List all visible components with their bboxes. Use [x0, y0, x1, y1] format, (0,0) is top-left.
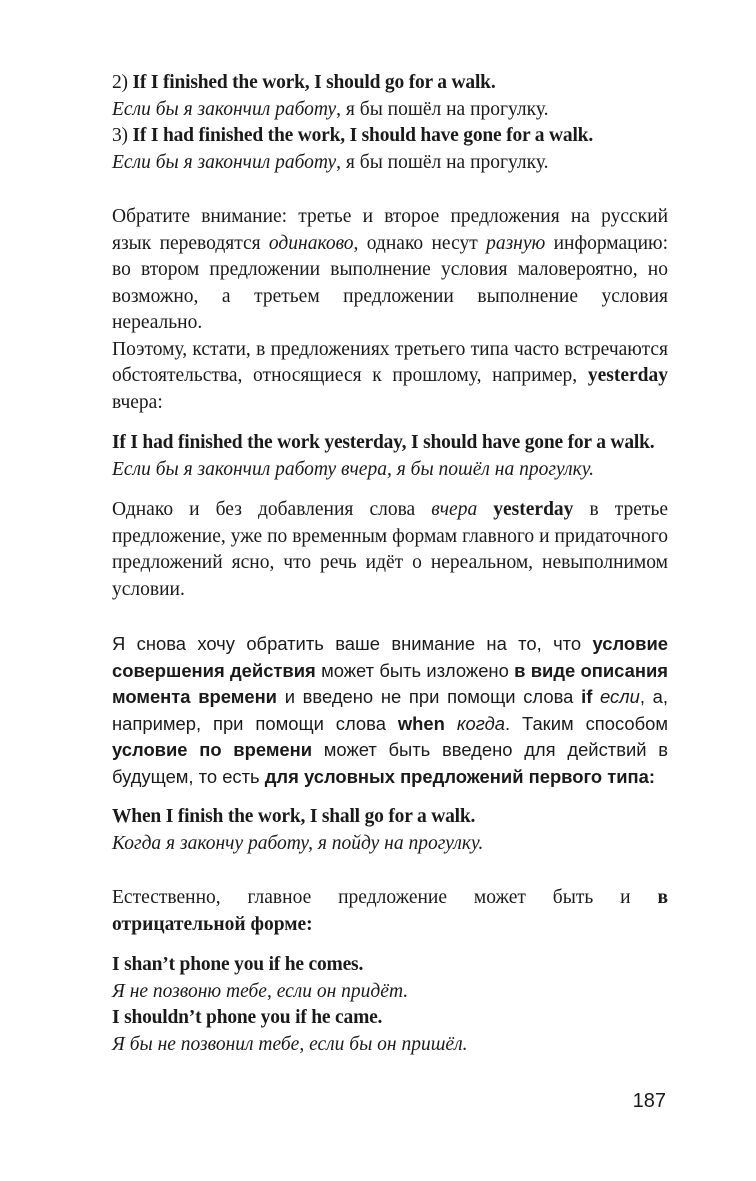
text-run: Поэтому, кстати, в предложениях третьего типа часто встречаются обстоятельства, относящиеся к прошлому, например, [112, 338, 668, 386]
example-ru-part: . [543, 98, 549, 120]
example-ru-when: Когда я закончу работу, я пойду на прогулку. [112, 832, 484, 854]
example-block-negative [112, 952, 668, 1058]
example-en-2 [112, 70, 668, 97]
example-en-yesterday: If I had finished the work yesterday, I should have gone for a walk. [112, 432, 655, 453]
example-block-yesterday [112, 430, 668, 483]
example-block-top [112, 70, 668, 176]
example-en-when: When I finish the work, I shall go for a walk. [112, 806, 476, 827]
text-run: разную [486, 232, 546, 254]
example-en-negative-2: I shouldn’t phone you if he came. [112, 1007, 383, 1028]
text-run: когда [444, 712, 505, 734]
text-run: в третье предложение, уже по временным формам главного и придаточного предложений ясно, что речь идёт о нереальном, невыполнимом условии. [112, 499, 668, 600]
text-run: yesterday [587, 365, 668, 386]
text-run: Однако и без добавления слова [112, 499, 432, 520]
text-run: , а, например, при помощи слова [112, 686, 668, 734]
paragraph-negative-form [112, 885, 668, 938]
text-run: для условных предложений первого типа: [264, 765, 656, 787]
text-run: условие совершения действия [112, 633, 668, 681]
text-run: информацию: во втором предложении выполнение условия маловероятно, но возможно, а третьем предложении выполнение условия нереально. [112, 232, 668, 333]
text-run: Я снова хочу обратить ваше внимание на то, что [112, 633, 593, 654]
example-ru-part: , я бы пошёл на прогулку [336, 98, 544, 120]
text-run: может быть изложено [315, 659, 515, 681]
example-ru-yesterday: Если бы я закончил работу вчера, я бы пошёл на прогулку. [112, 458, 595, 480]
text-run: Естественно, главное предложение может быть и [112, 887, 658, 908]
page-number: 187 [632, 1090, 666, 1112]
page-content [112, 70, 668, 1058]
text-run: и введено не при помощи слова [277, 686, 582, 707]
text-run: . Таким способом [505, 712, 668, 734]
example-ru-negative-1: Я не позвоню тебе, если он придёт. [112, 980, 409, 1002]
text-run: yesterday [477, 499, 574, 520]
text-run: вчера: [112, 391, 163, 413]
example-ru-part: . [543, 151, 549, 173]
example-number: 3) [112, 125, 128, 146]
example-block-when [112, 804, 668, 857]
paragraph-without-yesterday [112, 497, 668, 603]
text-run: может быть введено для действий в будущем, то есть [112, 739, 668, 787]
example-en-text: If I had finished the work, I should have gone for a walk. [132, 125, 593, 146]
example-ru-part: Если бы я закончил работу [112, 151, 337, 173]
text-run: вчера [431, 499, 478, 520]
example-ru-2 [112, 97, 668, 124]
paragraph-attention [112, 204, 668, 337]
text-run: when [397, 712, 445, 734]
example-number: 2) [112, 72, 128, 93]
example-ru-3 [112, 150, 668, 177]
text-run: в виде описания момента времени [112, 659, 668, 707]
example-en-3 [112, 123, 668, 150]
example-ru-part: , я бы пошёл на прогулку [336, 151, 544, 173]
paragraph-when-condition [112, 631, 668, 790]
example-en-text: If I finished the work, I should go for a walk. [132, 72, 496, 93]
example-en-negative-1: I shan’t phone you if he comes. [112, 954, 364, 975]
example-ru-negative-2: Я бы не позвонил тебе, если бы он пришёл. [112, 1033, 468, 1055]
text-run: одинаково [268, 232, 354, 254]
text-run: Обратите внимание: третье и второе предложения на русский язык переводятся [112, 206, 668, 254]
example-ru-part: Если бы я закончил работу [112, 98, 337, 120]
text-run: если [592, 686, 640, 707]
paragraph-yesterday [112, 337, 668, 417]
text-run: условие по времени [112, 739, 313, 760]
text-run: if [581, 686, 593, 707]
text-run: , однако несут [353, 232, 487, 254]
text-run: в отрицательной форме: [112, 887, 668, 935]
